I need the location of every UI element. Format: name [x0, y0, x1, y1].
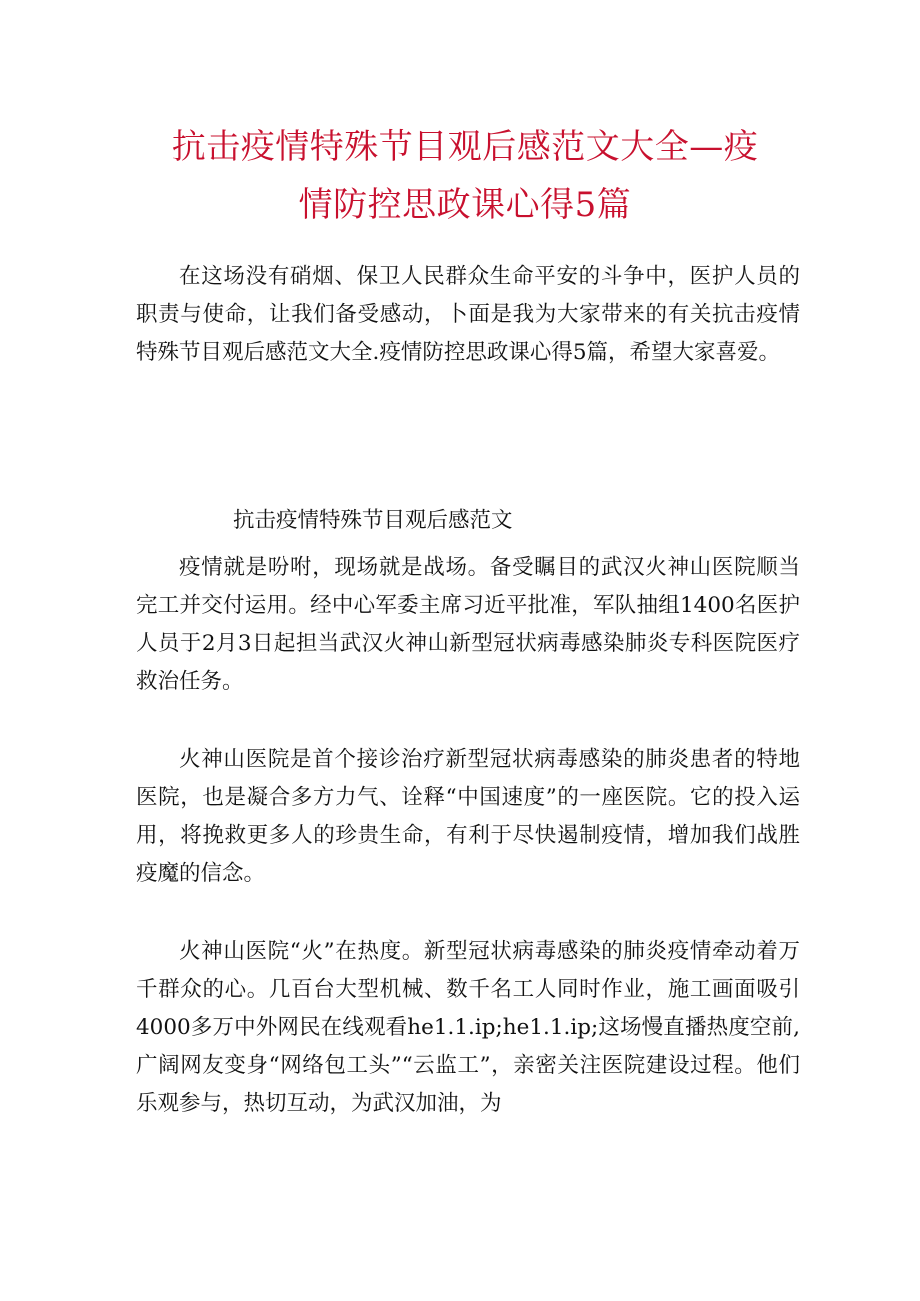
paragraph-block-1 — [136, 549, 800, 701]
body-paragraph: 火神山医院“火”在热度。新型冠状病毒感染的肺炎疫情牵动着万千群众的心。几百台大型机械、数千名工人同时作业，施工画面吸引4000多万中外网民在线观看he1.1.ip;he1.1.ip;这场慢直播热度空前,广阔网友变身“网络包工头”“云监工”，亲密关注医院建设过程。他们乐观参与，热切互动，为武汉加油，为 — [136, 939, 800, 1116]
title-line-2: 情防控思政课心得5篇 — [298, 185, 632, 225]
document-title — [120, 118, 810, 234]
body-paragraph: 疫情就是吩咐，现场就是战场。备受瞩目的武汉火神山医院顺当完工并交付运用。经中心军委主席习近平批准，军队抽组1400名医护人员于2月3日起担当武汉火神山新型冠状病毒感染肺炎专科医院医疗救治任务。 — [136, 555, 800, 694]
intro-block — [136, 258, 800, 372]
title-line-1: 抗击疫情特殊节目观后感范文大全—疫 — [171, 127, 759, 167]
body-paragraph: 火神山医院是首个接诊治疗新型冠状病毒感染的肺炎患者的特地医院，也是凝合多方力气、诠释“中国速度”的一座医院。它的投入运用，将挽救更多人的珍贵生命，有利于尽快遏制疫情，增加我们战胜疫魔的信念。 — [136, 747, 800, 886]
section-heading: 抗击疫情特殊节目观后感范文 — [233, 508, 513, 533]
paragraph-block-3 — [136, 933, 800, 1123]
paragraph-block-2 — [136, 741, 800, 893]
intro-paragraph: 在这场没有硝烟、保卫人民群众生命平安的斗争中，医护人员的职责与使命，让我们备受感动，卜面是我为大家带来的有关抗击疫情特殊节目观后感范文大全.疫情防控思政课心得5篇，希望大家喜爱。 — [136, 264, 800, 365]
